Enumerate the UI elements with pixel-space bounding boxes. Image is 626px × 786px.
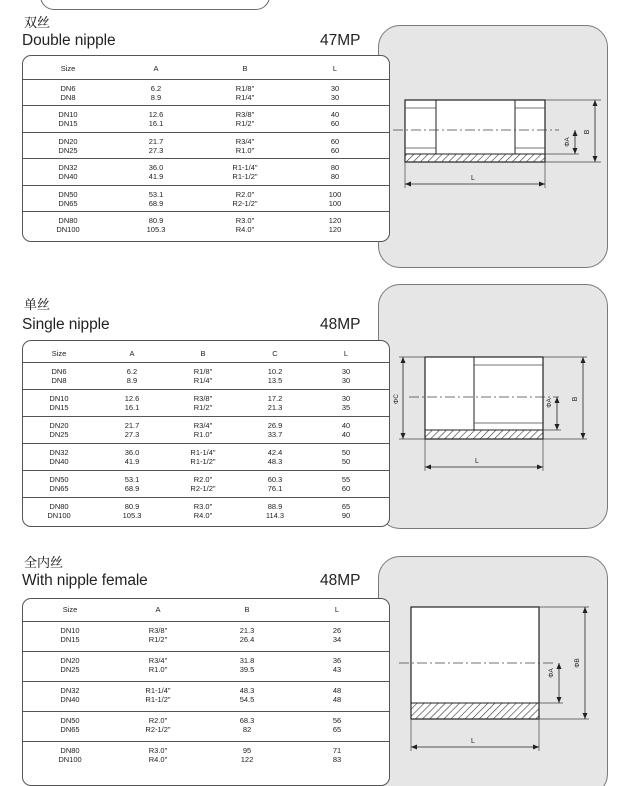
table-cell [97,421,167,439]
table-cell [33,190,103,208]
cell-value: 71 [332,746,342,755]
cell-value: DN20 [60,656,80,665]
dim-label-b: B [572,396,579,402]
drawing-panel [378,556,608,786]
table-cell [302,626,372,644]
cell-value: 26 [332,626,342,635]
table-cell [97,448,167,466]
cell-value: DN32 [49,448,69,457]
cell-value: 83 [332,755,342,764]
table-cell [311,394,381,412]
cell-value: 48 [332,686,342,695]
cell-value: 13.5 [267,376,283,385]
cell-value: 36.0 [148,163,164,173]
table-cell [24,475,94,493]
table-cell [302,686,372,704]
cell-value: DN15 [60,635,80,644]
table-cell [97,394,167,412]
table-cell [123,686,193,704]
cell-value: 30 [330,84,340,93]
cell-value: 33.7 [267,430,283,439]
column-header: A [153,64,159,73]
table-cell [121,137,191,155]
table-cell [302,746,372,764]
cell-value: R1/4" [235,93,255,102]
table-cell [33,110,103,128]
table-cell [123,626,193,644]
table-cell [212,626,282,644]
table-cell [121,216,191,234]
table-cell [210,216,280,234]
table-cell [210,110,280,128]
cell-value: R3/4" [148,656,168,665]
table-cell [212,656,282,674]
cell-value: 50 [341,457,351,466]
cell-value: 30 [341,367,351,376]
column-header: L [332,64,338,73]
cell-value: R2.0" [235,189,255,199]
table-cell [240,502,310,520]
column-header: A [129,349,135,358]
table-cell [212,746,282,764]
table-cell [24,502,94,520]
table-cell [300,163,370,181]
table-cell [35,626,105,644]
cell-value: 26.9 [267,421,283,430]
cell-value: 48.3 [239,686,255,695]
table-cell [240,367,310,385]
table-cell [35,716,105,734]
table-cell [97,475,167,493]
cell-value: 105.3 [146,225,166,234]
cell-value: 60.3 [267,475,283,484]
table-cell [168,448,238,466]
dim-label-b: ΦB [574,658,581,668]
cell-value: R3/8" [193,394,213,403]
table-cell [300,110,370,128]
cell-value: R1/4" [193,376,213,385]
cell-value: 43 [332,665,342,674]
cell-value: 41.9 [124,457,140,466]
cell-value: DN25 [60,665,80,674]
cell-value: DN32 [60,686,80,695]
cell-value: DN10 [58,110,78,120]
cell-value: 30 [330,93,340,102]
cell-value: 60 [330,119,340,129]
table-cell [121,190,191,208]
table-cell [123,656,193,674]
section-title-en: With nipple female [22,572,148,589]
table-cell [121,110,191,128]
table-cell [240,394,310,412]
pressure-rating: 48MP [320,316,361,333]
cell-value: DN40 [60,695,80,704]
table-row [23,132,389,158]
dim-label-c: ΦC [393,394,400,404]
cell-value: DN25 [49,430,69,439]
table-row [23,158,389,184]
table-cell [210,84,280,102]
cell-value: 27.3 [124,430,140,439]
cell-value: 76.1 [267,484,283,493]
cell-value: R3.0" [148,746,168,755]
cell-value: 88.9 [267,502,283,511]
cell-value: DN10 [60,626,80,635]
cell-value: 95 [242,746,252,755]
cell-value: 68.9 [148,198,164,208]
cell-value: R1/8" [235,84,255,93]
cell-value: DN15 [58,119,78,129]
cell-value: DN50 [49,475,69,484]
table-cell [311,367,381,385]
table-cell [212,716,282,734]
table-row [23,443,389,470]
table-row [23,681,389,711]
table-cell [300,216,370,234]
cell-value: 40 [341,430,351,439]
cell-value: 105.3 [122,511,142,520]
table-cell [300,84,370,102]
section-title-cn: 单丝 [24,298,51,313]
table-cell [168,502,238,520]
table-cell [210,137,280,155]
dim-label-a: ΦA [564,137,571,147]
cell-value: 53.1 [124,475,140,484]
dim-label-l: L [475,458,479,465]
table-cell [35,686,105,704]
cell-value: DN65 [49,484,69,493]
column-header: L [343,349,349,358]
cell-value: DN32 [58,163,78,173]
table-cell [24,394,94,412]
table-cell [210,163,280,181]
cell-value: R3/4" [193,421,213,430]
table-cell [168,475,238,493]
cell-value: 41.9 [148,172,164,182]
table-cell [311,448,381,466]
cell-value: 10.2 [267,367,283,376]
dim-label-l: L [471,175,475,182]
cell-value: 82 [242,725,252,734]
table-cell [240,448,310,466]
cell-value: DN65 [60,725,80,734]
cell-value: R1/8" [193,367,213,376]
cell-value: 21.3 [267,403,283,412]
cell-value: 68.3 [239,716,255,725]
cell-value: 36.0 [124,448,140,457]
cell-value: 16.1 [148,119,164,129]
cell-value: 26.4 [239,635,255,644]
cell-value: R1-1/4" [232,163,258,173]
cell-value: 120 [328,225,342,234]
table-cell [311,502,381,520]
section-title-en: Double nipple [22,32,116,49]
cell-value: DN50 [60,716,80,725]
cell-value: 36 [332,656,342,665]
table-cell [300,190,370,208]
cell-value: 120 [328,216,342,225]
cell-value: 40 [341,421,351,430]
table-cell [123,716,193,734]
table-row [23,497,389,524]
table-cell [33,137,103,155]
single-nipple-drawing [379,285,609,530]
table-row [23,621,389,651]
cell-value: R2-1/2" [145,725,171,734]
cell-value: 30 [341,394,351,403]
table-cell [302,716,372,734]
cell-value: R3.0" [193,502,213,511]
cell-value: 8.9 [150,93,162,102]
double-nipple-drawing [379,26,609,269]
cell-value: 68.9 [124,484,140,493]
table-cell [311,475,381,493]
cell-value: R3/4" [235,136,255,146]
cell-value: 53.1 [148,189,164,199]
cell-value: DN6 [51,367,67,376]
table-cell [123,746,193,764]
table-row [23,211,389,237]
cell-value: R1/2" [235,119,255,129]
cell-value: 80 [330,163,340,173]
cell-value: R1/2" [193,403,213,412]
cell-value: R1-1/2" [145,695,171,704]
table-cell [168,394,238,412]
table-row [23,711,389,741]
column-header: Size [51,349,67,358]
cell-value: 6.2 [150,84,162,93]
cell-value: 100 [328,189,342,199]
section-double-nipple [0,0,626,270]
cell-value: 48.3 [267,457,283,466]
cell-value: 56 [332,716,342,725]
cell-value: 60 [330,136,340,146]
cell-value: 21.7 [148,136,164,146]
cell-value: DN100 [56,225,80,234]
cell-value: 122 [240,755,254,764]
cell-value: R4.0" [193,511,213,520]
dim-label-a: ΦA [548,668,555,678]
cell-value: DN65 [58,198,78,208]
table-cell [168,421,238,439]
table-row [23,470,389,497]
table-row [23,185,389,211]
table-cell [240,421,310,439]
table-cell [35,656,105,674]
cell-value: R1.0" [193,430,213,439]
dim-label-l: L [471,738,475,745]
column-header: C [272,349,278,358]
cell-value: DN80 [58,216,78,225]
cell-value: R1-1/4" [190,448,216,457]
cell-value: DN8 [60,93,76,102]
table-cell [240,475,310,493]
cell-value: DN25 [58,145,78,155]
table-cell [300,137,370,155]
dim-label-b: B [584,129,591,135]
cell-value: 16.1 [124,403,140,412]
spec-table [22,598,390,786]
cell-value: DN100 [58,755,82,764]
column-header: L [334,605,340,614]
cell-value: R1.0" [235,145,255,155]
table-cell [24,367,94,385]
spec-table [22,340,390,527]
cell-value: 55 [341,475,351,484]
cell-value: DN20 [58,136,78,146]
column-header: B [200,349,206,358]
table-cell [97,502,167,520]
table-cell [97,367,167,385]
cell-value: 6.2 [126,367,138,376]
female-nipple-drawing [379,557,609,786]
cell-value: 39.5 [239,665,255,674]
section-title-cn: 全内丝 [24,556,64,571]
cell-value: 35 [341,403,351,412]
section-with-nipple-female [0,548,626,786]
table-cell [121,84,191,102]
cell-value: 48 [332,695,342,704]
cell-value: R2-1/2" [190,484,216,493]
column-header: Size [62,605,78,614]
cell-value: 60 [341,484,351,493]
cell-value: 12.6 [148,110,164,120]
column-header: B [244,605,250,614]
cell-value: DN50 [58,189,78,199]
table-cell [35,746,105,764]
table-row [23,79,389,105]
cell-value: DN100 [47,511,71,520]
cell-value: DN80 [60,746,80,755]
cell-value: R1-1/2" [190,457,216,466]
cell-value: 54.5 [239,695,255,704]
cell-value: 65 [332,725,342,734]
table-cell [33,84,103,102]
dim-label-a: ΦA [546,398,553,408]
pressure-rating: 48MP [320,572,361,589]
table-cell [24,448,94,466]
cell-value: 60 [330,145,340,155]
cell-value: 21.7 [124,421,140,430]
cell-value: R2-1/2" [232,198,258,208]
table-row [23,105,389,131]
drawing-panel [378,284,608,529]
cell-value: 31.8 [239,656,255,665]
cell-value: 17.2 [267,394,283,403]
cell-value: R1.0" [148,665,168,674]
table-cell [302,656,372,674]
cell-value: DN20 [49,421,69,430]
cell-value: 65 [341,502,351,511]
cell-value: DN6 [60,84,76,93]
pressure-rating: 47MP [320,32,361,49]
table-cell [121,163,191,181]
cell-value: R2.0" [148,716,168,725]
table-row [23,389,389,416]
section-single-nipple [0,282,626,532]
spec-table [22,55,390,242]
table-row [23,416,389,443]
cell-value: DN40 [49,457,69,466]
table-cell [212,686,282,704]
cell-value: 80.9 [148,216,164,225]
cell-value: 8.9 [126,376,138,385]
cell-value: R1-1/4" [145,686,171,695]
cell-value: R4.0" [148,755,168,764]
cell-value: R2.0" [193,475,213,484]
cell-value: R3/8" [148,626,168,635]
section-title-en: Single nipple [22,316,110,333]
cell-value: 21.3 [239,626,255,635]
cell-value: 50 [341,448,351,457]
table-cell [311,421,381,439]
table-cell [24,421,94,439]
cell-value: DN10 [49,394,69,403]
section-title-cn: 双丝 [24,16,51,31]
column-header: A [155,605,161,614]
cell-value: 42.4 [267,448,283,457]
cell-value: 80 [330,172,340,182]
cell-value: R1/2" [148,635,168,644]
cell-value: DN15 [49,403,69,412]
table-row [23,362,389,389]
cell-value: R3/8" [235,110,255,120]
cell-value: 90 [341,511,351,520]
cell-value: R4.0" [235,225,255,234]
table-cell [210,190,280,208]
cell-value: 30 [341,376,351,385]
column-header: B [242,64,248,73]
cell-value: R3.0" [235,216,255,225]
table-row [23,651,389,681]
cell-value: DN80 [49,502,69,511]
cell-value: DN8 [51,376,67,385]
column-header: Size [60,64,76,73]
cell-value: DN40 [58,172,78,182]
cell-value: 100 [328,198,342,208]
cell-value: R1-1/2" [232,172,258,182]
cell-value: 27.3 [148,145,164,155]
cell-value: 34 [332,635,342,644]
table-cell [33,216,103,234]
table-row [23,741,389,771]
cell-value: 80.9 [124,502,140,511]
table-cell [33,163,103,181]
cell-value: 12.6 [124,394,140,403]
cell-value: 40 [330,110,340,120]
drawing-panel [378,25,608,268]
table-cell [168,367,238,385]
cell-value: 114.3 [265,511,285,520]
